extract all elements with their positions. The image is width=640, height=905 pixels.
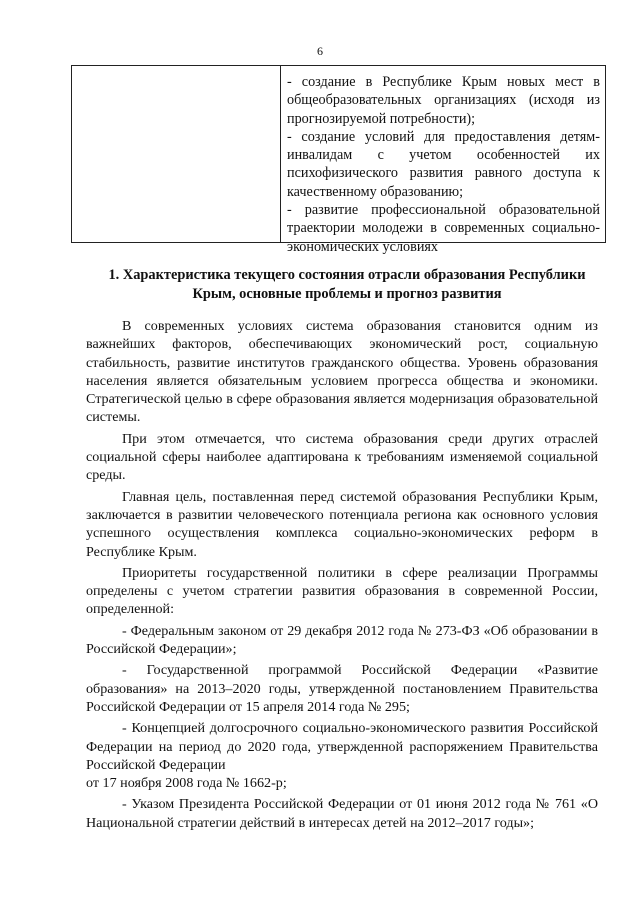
- body-text: [86, 317, 598, 835]
- goals-table: [71, 65, 606, 255]
- list-item: - Концепцией долгосрочного социально-экономического развития Российской Федерации на период до 2020 года, утвержденной распоряжением Правительства Российской Федерации: [86, 720, 598, 773]
- table-item: - создание условий для предоставления детям-инвалидам с учетом особенностей их психофизического развития равного доступа к качественному образованию;: [287, 128, 600, 200]
- list-item: - Указом Президента Российской Федерации от 01 июня 2012 года № 761 «О Национальной стратегии действий в интересах детей на 2012–2017 годы»;: [86, 796, 598, 831]
- list-item-continuation: от 17 ноября 2008 года № 1662-р;: [86, 775, 287, 792]
- list-item: - Государственной программой Российской Федерации «Развитие образования» на 2013–2020 годы, утвержденной постановлением Правительства Российской Федерации от 15 апреля 2014 года № 295;: [86, 662, 598, 715]
- table-item: - развитие профессиональной образовательной траектории молодежи в современных социально-экономических условиях: [287, 202, 600, 255]
- paragraph: В современных условиях система образования становится одним из важнейших факторов, обеспечивающих экономический рост, социальную стабильность, развитие институтов гражданского общества. Уровень образования населения является обязательным условием прогресса общества и экономики. Стратегической целью в сфере образования является модернизация образовательной системы.: [86, 318, 598, 426]
- section-heading: 1. Характеристика текущего состояния отрасли образования Республики Крым, основные проблемы и прогноз развития: [108, 267, 586, 302]
- list-item: - Федеральным законом от 29 декабря 2012 года № 273-ФЗ «Об образовании в Российской Федерации»;: [86, 622, 598, 658]
- page-number: 6: [317, 44, 323, 58]
- paragraph: Главная цель, поставленная перед системой образования Республики Крым, заключается в развитии человеческого потенциала региона как основного условия успешного осуществления комплекса социально-экономических реформ в Республике Крым.: [86, 488, 598, 560]
- paragraph: Приоритеты государственной политики в сфере реализации Программы определены с учетом стратегии развития образования в современной России, определенной:: [86, 564, 598, 618]
- paragraph: При этом отмечается, что система образования среди других отраслей социальной сферы наиболее адаптирована к требованиям изменяемой социальной среды.: [86, 430, 598, 484]
- table-left-cell: [72, 66, 281, 242]
- table-right-cell: [281, 66, 605, 255]
- table-item: - создание в Республике Крым новых мест в общеобразовательных организациях (исходя из прогнозируемой потребности);: [287, 74, 600, 127]
